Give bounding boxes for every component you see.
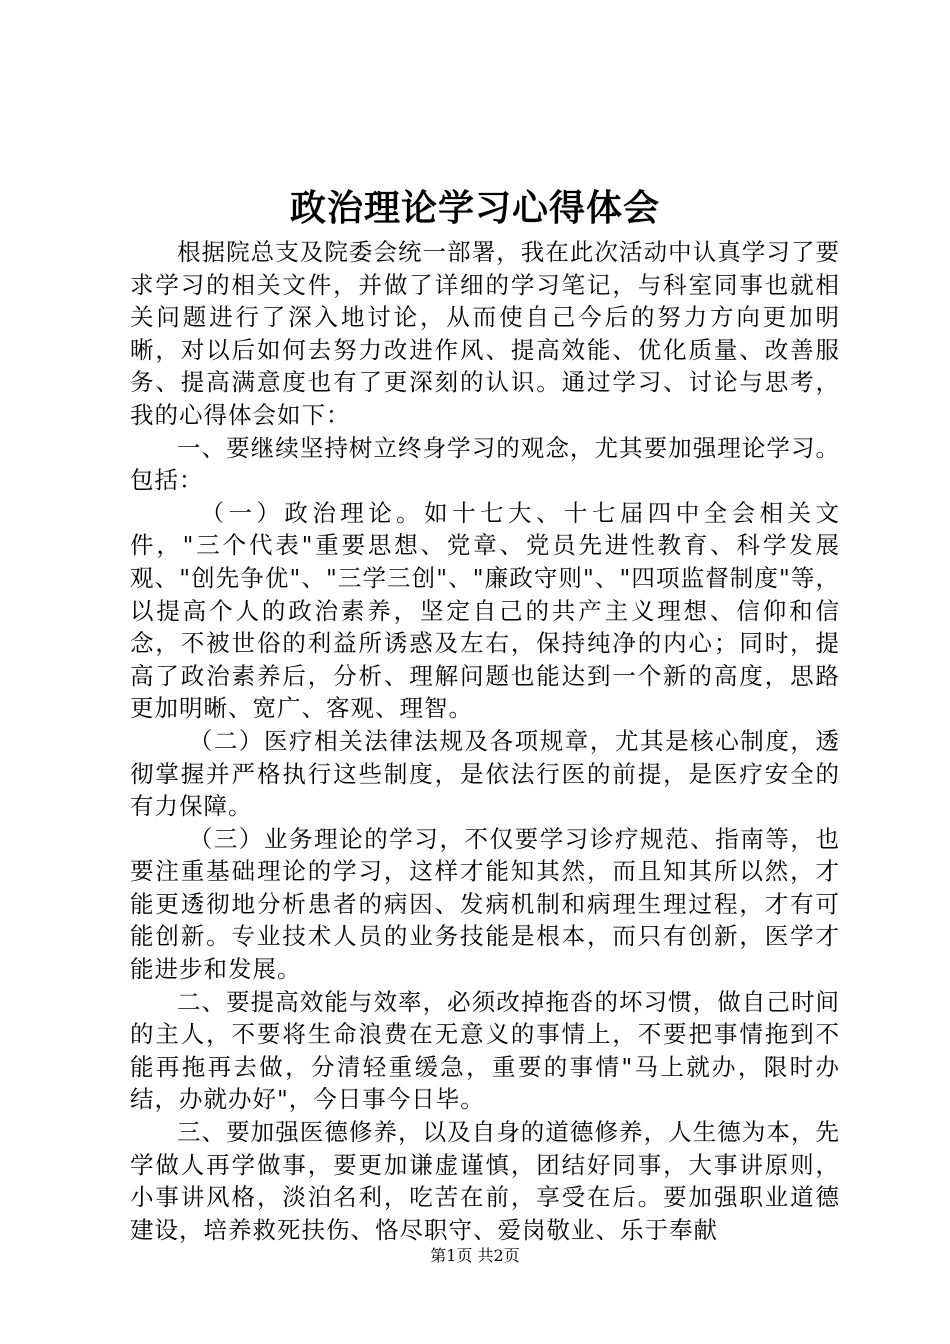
paragraph-section-1: 一、要继续坚持树立终身学习的观念，尤其要加强理论学习。包括： <box>130 433 840 495</box>
paragraph-subsection-2: （二）医疗相关法律法规及各项规章，尤其是核心制度，透彻掌握并严格执行这些制度，是依法行医的前提，是医疗安全的有力保障。 <box>130 726 840 821</box>
page-number-footer: 第1页 共2页 <box>430 1246 520 1265</box>
paragraph-subsection-3: （三）业务理论的学习，不仅要学习诊疗规范、指南等，也要注重基础理论的学习，这样才能知其然，而且知其所以然，才能更透彻地分析患者的病因、发病机制和病理生理过程，才有可能创新。专业技术人员的业务技能是根本，而只有创新，医学才能进步和发展。 <box>130 824 840 984</box>
paragraph-subsection-1: （一）政治理论。如十七大、十七届四中全会相关文件，"三个代表"重要思想、党章、党员先进性教育、科学发展观、"创先争优"、"三学三创"、"廉政守则"、"四项监督制度"等，以提高个人的政治素养，坚定自己的共产主义理想、信仰和信念，不被世俗的利益所诱惑及左右，保持纯净的内心；同时，提高了政治素养后，分析、理解问题也能达到一个新的高度，思路更加明晰、宽广、客观、理智。 <box>130 498 840 723</box>
paragraph-section-2: 二、要提高效能与效率，必须改掉拖沓的坏习惯，做自己时间的主人，不要将生命浪费在无意义的事情上，不要把事情拖到不能再拖再去做，分清轻重缓急，重要的事情"马上就办，限时办结，办就办好"，今日事今日毕。 <box>130 987 840 1114</box>
paragraph-section-3: 三、要加强医德修养，以及自身的道德修养，人生德为本，先学做人再学做事，要更加谦虚谨慎，团结好同事，大事讲原则，小事讲风格，淡泊名利，吃苦在前，享受在后。要加强职业道德建设，培养救死扶伤、恪尽职守、爱岗敬业、乐于奉献 <box>130 1118 840 1244</box>
document-title: 政治理论学习心得体会 <box>289 187 660 229</box>
paragraph-intro: 根据院总支及院委会统一部署，我在此次活动中认真学习了要求学习的相关文件，并做了详细的学习笔记，与科室同事也就相关问题进行了深入地讨论，从而使自己今后的努力方向更加明晰，对以后如何去努力改进作风、提高效能、优化质量、改善服务、提高满意度也有了更深刻的认识。通过学习、讨论与思考，我的心得体会如下： <box>130 238 840 429</box>
document-body <box>130 236 840 1246</box>
